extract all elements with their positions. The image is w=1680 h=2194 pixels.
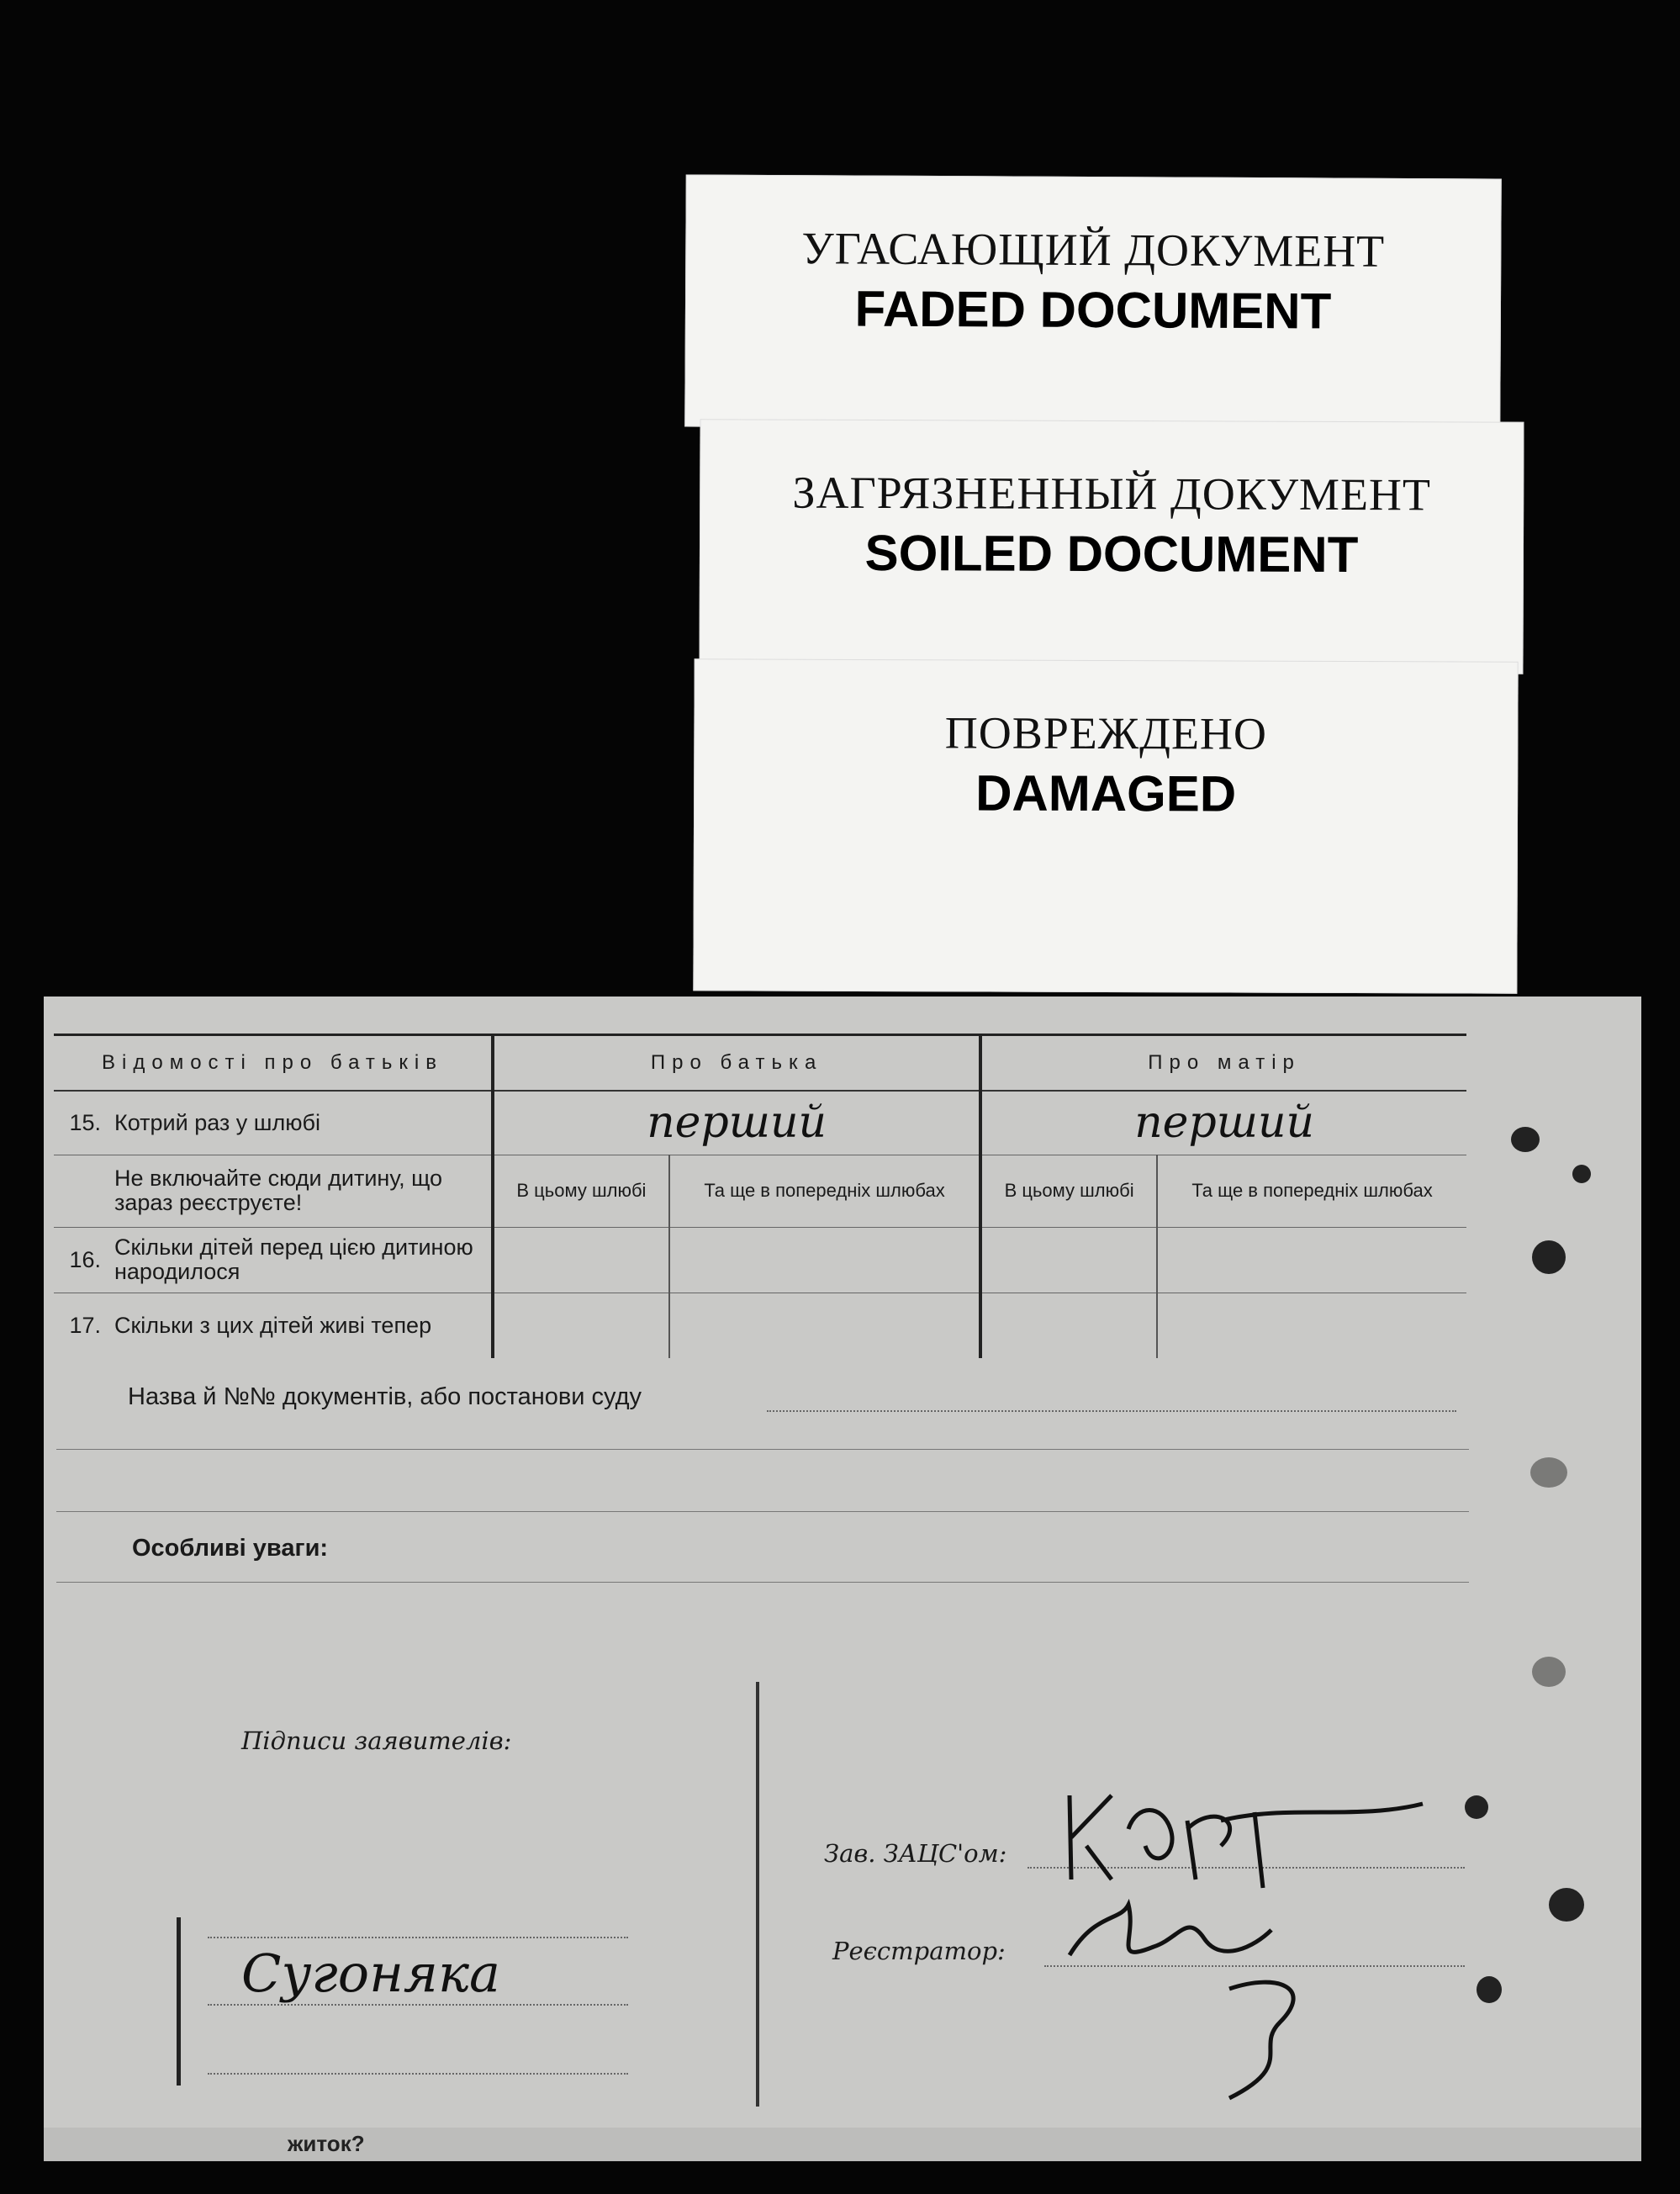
faded-label-ru: УГАСАЮЩИЙ ДОКУМЕНТ	[801, 223, 1386, 277]
father-marriage-value: перший	[647, 1097, 827, 1149]
mother-sub-previous: Та ще в попередніх шлюбах	[1157, 1155, 1466, 1227]
head-signature	[1053, 1770, 1456, 1896]
applicant-line-3	[208, 2073, 628, 2075]
faded-label-en: FADED DOCUMENT	[854, 280, 1332, 340]
header-parents-info: Відомості про батьків	[54, 1035, 493, 1092]
mother-marriage-value: перший	[1134, 1097, 1314, 1149]
note-exclude-child: Не включайте сюди дитину, що зараз реєструєте!	[114, 1165, 443, 1215]
punch-hole	[1549, 1888, 1584, 1922]
documents-label: Назва й №№ документів, або постанови суду	[128, 1383, 642, 1410]
documents-line	[767, 1410, 1456, 1412]
applicant-line-1	[208, 1937, 628, 1938]
applicants-signatures-label: Підписи заявителів:	[241, 1726, 512, 1755]
table-row	[54, 1227, 1466, 1293]
punch-hole	[1532, 1240, 1566, 1274]
table-row	[54, 1155, 1466, 1227]
footer-fragment: житок?	[288, 2131, 365, 2156]
applicant-signature: Сугоняка	[241, 1943, 500, 2004]
header-about-father: Про батька	[493, 1035, 980, 1092]
row-number: 15.	[69, 1109, 101, 1135]
header-about-mother: Про матір	[980, 1035, 1466, 1092]
applicant-line-2	[208, 2004, 628, 2006]
registrar-signature	[1061, 1888, 1364, 2107]
table-row	[54, 1091, 1466, 1155]
damaged-document-card	[693, 658, 1518, 993]
soiled-label-en: SOILED DOCUMENT	[864, 524, 1359, 584]
applicants-bracket	[177, 1917, 181, 2086]
punch-hole	[1477, 1976, 1502, 2003]
damaged-label-ru: ПОВРЕЖДЕНО	[944, 707, 1268, 759]
soiled-label-ru: ЗАГРЯЗНЕННЫЙ ДОКУМЕНТ	[792, 467, 1432, 521]
table-row	[54, 1293, 1466, 1358]
row-number: 16.	[69, 1246, 101, 1272]
punch-hole	[1511, 1127, 1540, 1152]
documents-line-2	[56, 1449, 1469, 1450]
damaged-label-en: DAMAGED	[975, 764, 1237, 822]
soiled-document-card	[699, 419, 1524, 674]
father-sub-this-marriage: В цьому шлюбі	[493, 1155, 669, 1227]
table-header-row	[54, 1035, 1466, 1092]
punch-hole	[1532, 1657, 1566, 1687]
question-marriage-count: Котрий раз у шлюбі	[114, 1109, 320, 1135]
father-sub-previous: Та ще в попередніх шлюбах	[669, 1155, 980, 1227]
punch-hole	[1465, 1795, 1488, 1819]
mother-sub-this-marriage: В цьому шлюбі	[980, 1155, 1157, 1227]
punch-hole	[1572, 1165, 1591, 1183]
faded-document-card	[684, 174, 1502, 431]
question-children-alive: Скільки з цих дітей живі тепер	[114, 1312, 432, 1338]
documents-line-3	[56, 1511, 1469, 1512]
parents-info-table	[54, 1034, 1466, 1358]
special-notes-line	[56, 1582, 1469, 1583]
special-notes-label: Особливі уваги:	[132, 1535, 329, 1562]
row-number: 17.	[69, 1312, 101, 1338]
head-of-office-label: Зав. ЗАЦС'ом:	[824, 1839, 1007, 1868]
registrar-label: Реєстратор:	[832, 1937, 1006, 1965]
next-page-strip	[44, 2128, 1641, 2161]
question-children-born: Скільки дітей перед цією дитиною народилося	[114, 1234, 473, 1284]
signature-divider	[756, 1682, 759, 2107]
birth-registration-form	[44, 997, 1641, 2156]
punch-hole	[1530, 1457, 1567, 1488]
